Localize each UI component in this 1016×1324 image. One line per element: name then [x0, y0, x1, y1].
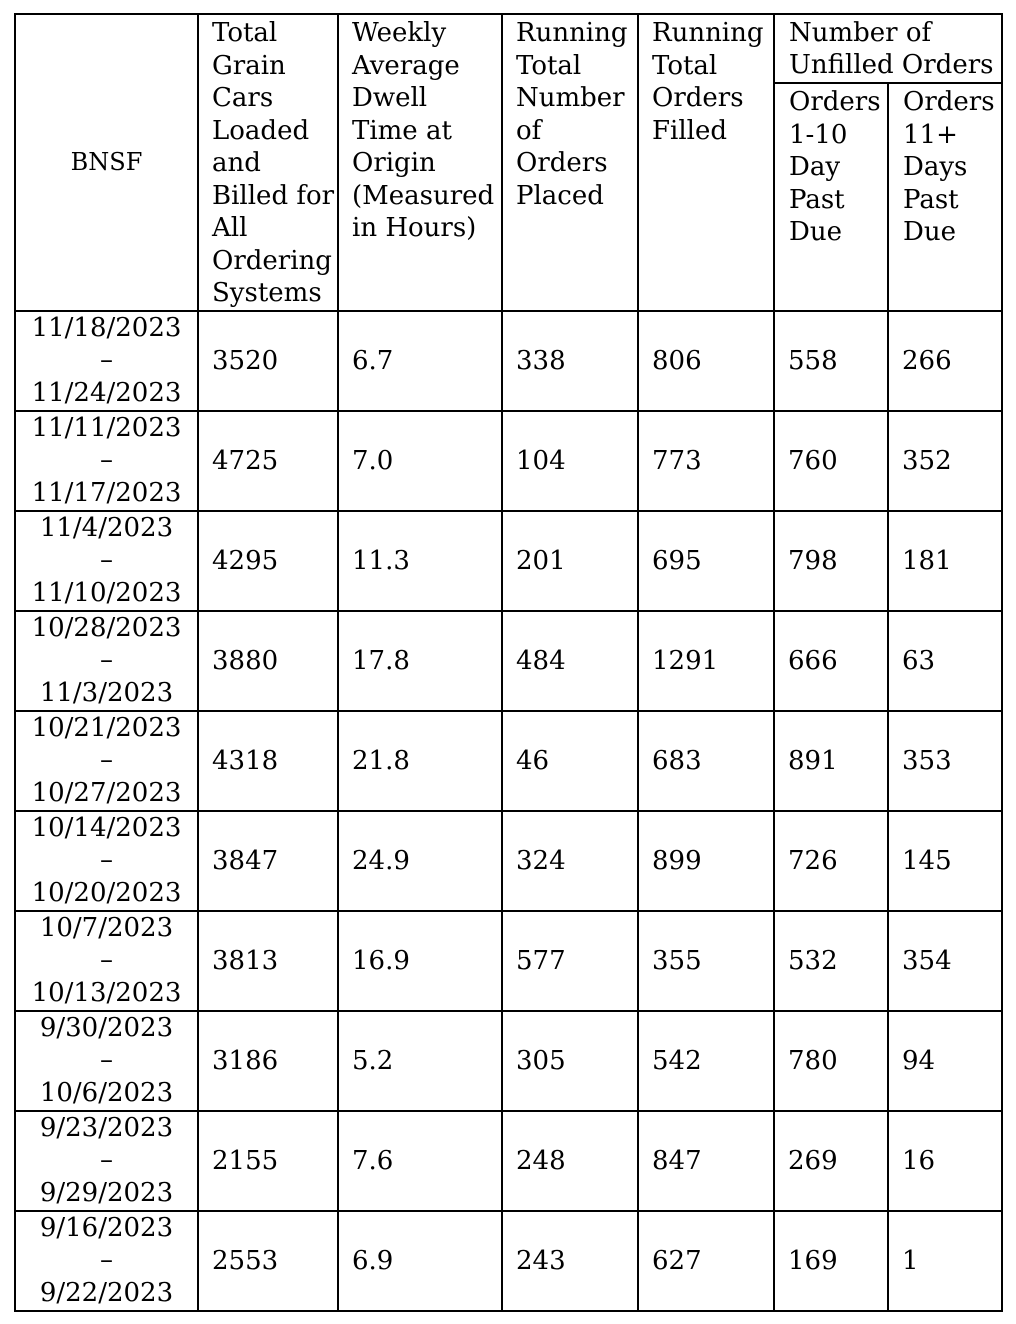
date-separator: –	[100, 845, 113, 876]
week-start: 11/4/2023	[39, 512, 174, 543]
dwell-time-cell: 11.3	[338, 511, 502, 611]
orders-filled-cell: 695	[638, 511, 774, 611]
unfilled-11-plus-cell: 353	[888, 711, 1002, 811]
header-orders-11-plus-days: Orders 11+ Days Past Due	[888, 83, 1002, 310]
week-start: 10/14/2023	[31, 812, 182, 843]
week-start: 10/7/2023	[39, 912, 174, 943]
date-separator: –	[100, 645, 113, 676]
week-end: 10/27/2023	[31, 777, 182, 808]
week-end: 10/20/2023	[31, 877, 182, 908]
week-start: 9/16/2023	[39, 1212, 174, 1243]
total-grain-cars-cell: 2155	[198, 1111, 338, 1211]
week-start: 10/28/2023	[31, 612, 182, 643]
date-separator: –	[100, 1045, 113, 1076]
header-orders-placed: Running Total Number of Orders Placed	[502, 14, 638, 311]
week-range-cell	[15, 511, 198, 611]
orders-placed-cell: 243	[502, 1211, 638, 1311]
date-separator: –	[100, 445, 113, 476]
date-separator: –	[100, 745, 113, 776]
table-row	[15, 511, 1002, 611]
unfilled-11-plus-cell: 16	[888, 1111, 1002, 1211]
total-grain-cars-cell: 2553	[198, 1211, 338, 1311]
total-grain-cars-cell: 3813	[198, 911, 338, 1011]
week-start: 9/30/2023	[39, 1012, 174, 1043]
orders-placed-cell: 305	[502, 1011, 638, 1111]
week-range-cell	[15, 1011, 198, 1111]
week-range-cell	[15, 1211, 198, 1311]
orders-filled-cell: 542	[638, 1011, 774, 1111]
orders-filled-cell: 806	[638, 311, 774, 411]
orders-filled-cell: 1291	[638, 611, 774, 711]
week-end: 10/6/2023	[39, 1077, 174, 1108]
orders-placed-cell: 248	[502, 1111, 638, 1211]
orders-placed-cell: 324	[502, 811, 638, 911]
dwell-time-cell: 5.2	[338, 1011, 502, 1111]
orders-filled-cell: 847	[638, 1111, 774, 1211]
unfilled-1-10-cell: 269	[774, 1111, 888, 1211]
dwell-time-cell: 7.6	[338, 1111, 502, 1211]
unfilled-1-10-cell: 780	[774, 1011, 888, 1111]
table-row	[15, 311, 1002, 411]
unfilled-11-plus-cell: 63	[888, 611, 1002, 711]
orders-filled-cell: 627	[638, 1211, 774, 1311]
header-total-grain-cars: Total Grain Cars Loaded and Billed for All Ordering Systems	[198, 14, 338, 311]
date-separator: –	[100, 345, 113, 376]
header-dwell-time: Weekly Average Dwell Time at Origin (Measured in Hours)	[338, 14, 502, 311]
orders-placed-cell: 338	[502, 311, 638, 411]
date-separator: –	[100, 1245, 113, 1276]
week-end: 11/24/2023	[31, 377, 182, 408]
orders-filled-cell: 683	[638, 711, 774, 811]
orders-placed-cell: 201	[502, 511, 638, 611]
total-grain-cars-cell: 3520	[198, 311, 338, 411]
date-separator: –	[100, 945, 113, 976]
total-grain-cars-cell: 4725	[198, 411, 338, 511]
dwell-time-cell: 21.8	[338, 711, 502, 811]
unfilled-1-10-cell: 558	[774, 311, 888, 411]
total-grain-cars-cell: 3847	[198, 811, 338, 911]
total-grain-cars-cell: 4295	[198, 511, 338, 611]
table-row	[15, 911, 1002, 1011]
total-grain-cars-cell: 3880	[198, 611, 338, 711]
table-row	[15, 611, 1002, 711]
dwell-time-cell: 17.8	[338, 611, 502, 711]
unfilled-1-10-cell: 760	[774, 411, 888, 511]
table-row	[15, 811, 1002, 911]
dwell-time-cell: 24.9	[338, 811, 502, 911]
unfilled-1-10-cell: 532	[774, 911, 888, 1011]
week-range-cell	[15, 311, 198, 411]
orders-placed-cell: 104	[502, 411, 638, 511]
date-separator: –	[100, 545, 113, 576]
orders-filled-cell: 355	[638, 911, 774, 1011]
table-row	[15, 1211, 1002, 1311]
unfilled-1-10-cell: 798	[774, 511, 888, 611]
week-range-cell	[15, 1111, 198, 1211]
week-end: 9/29/2023	[39, 1177, 174, 1208]
orders-placed-cell: 46	[502, 711, 638, 811]
week-end: 11/17/2023	[31, 477, 182, 508]
week-start: 9/23/2023	[39, 1112, 174, 1143]
week-start: 11/11/2023	[31, 412, 182, 443]
unfilled-1-10-cell: 891	[774, 711, 888, 811]
orders-placed-cell: 577	[502, 911, 638, 1011]
week-range-cell	[15, 811, 198, 911]
unfilled-11-plus-cell: 266	[888, 311, 1002, 411]
unfilled-11-plus-cell: 94	[888, 1011, 1002, 1111]
header-orders-1-10-days: Orders 1-10 Day Past Due	[774, 83, 888, 310]
total-grain-cars-cell: 3186	[198, 1011, 338, 1111]
header-unfilled-orders: Number of Unfilled Orders	[774, 14, 1002, 83]
header-bnsf: BNSF	[15, 14, 198, 311]
grain-car-table	[14, 13, 1003, 1312]
dwell-time-cell: 6.7	[338, 311, 502, 411]
orders-placed-cell: 484	[502, 611, 638, 711]
week-range-cell	[15, 411, 198, 511]
dwell-time-cell: 16.9	[338, 911, 502, 1011]
week-start: 10/21/2023	[31, 712, 182, 743]
unfilled-1-10-cell: 169	[774, 1211, 888, 1311]
week-range-cell	[15, 711, 198, 811]
unfilled-11-plus-cell: 354	[888, 911, 1002, 1011]
unfilled-1-10-cell: 666	[774, 611, 888, 711]
unfilled-11-plus-cell: 1	[888, 1211, 1002, 1311]
week-end: 11/3/2023	[39, 677, 174, 708]
week-end: 11/10/2023	[31, 577, 182, 608]
orders-filled-cell: 899	[638, 811, 774, 911]
table-row	[15, 411, 1002, 511]
table-row	[15, 1111, 1002, 1211]
week-end: 9/22/2023	[39, 1277, 174, 1308]
table-body	[15, 311, 1002, 1311]
unfilled-11-plus-cell: 352	[888, 411, 1002, 511]
orders-filled-cell: 773	[638, 411, 774, 511]
week-range-cell	[15, 611, 198, 711]
table-row	[15, 1011, 1002, 1111]
total-grain-cars-cell: 4318	[198, 711, 338, 811]
week-end: 10/13/2023	[31, 977, 182, 1008]
week-start: 11/18/2023	[31, 312, 182, 343]
dwell-time-cell: 6.9	[338, 1211, 502, 1311]
unfilled-11-plus-cell: 145	[888, 811, 1002, 911]
unfilled-11-plus-cell: 181	[888, 511, 1002, 611]
table-row	[15, 711, 1002, 811]
dwell-time-cell: 7.0	[338, 411, 502, 511]
date-separator: –	[100, 1145, 113, 1176]
week-range-cell	[15, 911, 198, 1011]
header-orders-filled: Running Total Orders Filled	[638, 14, 774, 311]
unfilled-1-10-cell: 726	[774, 811, 888, 911]
